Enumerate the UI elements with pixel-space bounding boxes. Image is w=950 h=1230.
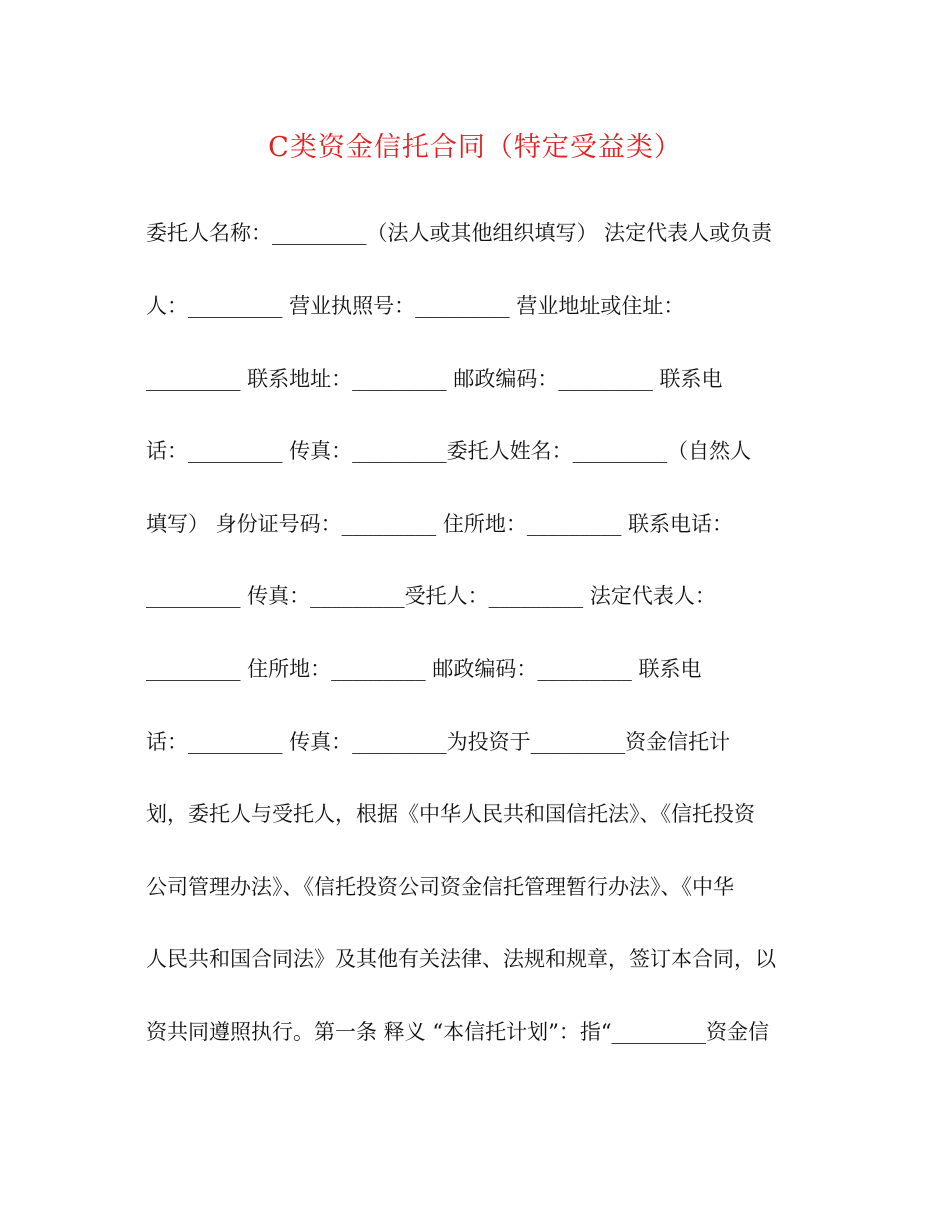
document-title: C类资金信托合同（特定受益类） bbox=[268, 132, 682, 163]
body-line: 话：_________ 传真：_________委托人姓名：_________（自然人 bbox=[146, 439, 752, 463]
body-line: 填写） 身份证号码：_________ 住所地：_________ 联系电话： bbox=[146, 512, 734, 536]
body-line: 话：_________ 传真：_________为投资于_________资金信托计 bbox=[146, 730, 731, 754]
body-line: 人民共和国合同法》及其他有关法律、法规和规章，签订本合同，以 bbox=[146, 947, 776, 971]
body-line: 委托人名称：_________（法人或其他组织填写） 法定代表人或负责 bbox=[146, 221, 773, 245]
body-line: 人：_________ 营业执照号：_________ 营业地址或住址： bbox=[146, 294, 685, 318]
body-line: _________ 住所地：_________ 邮政编码：_________ 联系电 bbox=[146, 657, 702, 681]
body-line: 划，委托人与受托人，根据《中华人民共和国信托法》、《信托投资 bbox=[146, 802, 755, 826]
body-line: 资共同遵照执行。第一条 释义 “本信托计划”：指“_________资金信 bbox=[146, 1020, 770, 1044]
body-line: _________ 传真：_________受托人：_________ 法定代表人： bbox=[146, 584, 716, 608]
body-line: 公司管理办法》、《信托投资公司资金信托管理暂行办法》、《中华 bbox=[146, 875, 734, 899]
body-line: _________ 联系地址：_________ 邮政编码：_________ 联系电 bbox=[146, 367, 723, 391]
